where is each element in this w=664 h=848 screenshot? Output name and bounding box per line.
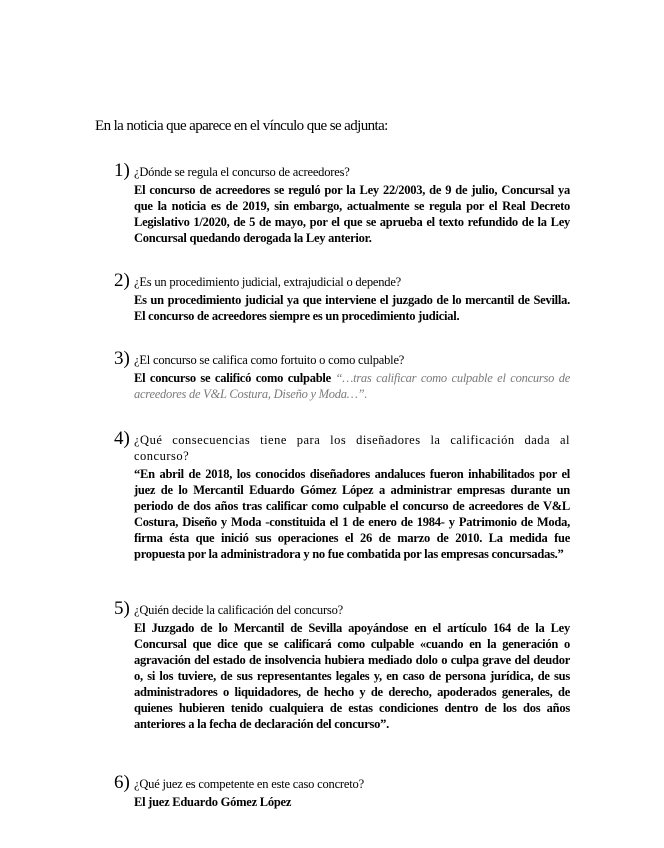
question-text: ¿El concurso se califica como fortuito o como culpable?: [134, 353, 405, 367]
answer-main: El concurso se calificó como culpable: [134, 371, 331, 385]
question-number: 1): [114, 160, 130, 181]
qa-item-1: [114, 160, 570, 246]
answer-text: “En abril de 2018, los conocidos diseñadores andaluces fueron inhabilitados por el juez de lo Mercantil Eduardo Gómez López a administrar empresas durante un periodo de dos años tras calificar como culpable el concurso de acreedores de V&L Costura, Diseño y Moda -constituida el 1 de enero de 1984- y Patrimonio de Moda, firma ésta que inició sus operaciones el 26 de marzo de 2010. La medida fue propuesta por la administradora y no fue combatida por las empresas concursadas.”: [134, 467, 570, 561]
qa-item-4: [114, 428, 570, 562]
qa-item-5: [114, 598, 570, 732]
answer-text: [134, 370, 570, 402]
answer-quote: “…tras calificar como culpable el concurso de acreedores de V&L Costura, Diseño y Moda…”.: [134, 371, 571, 401]
question-number: 6): [114, 772, 130, 793]
answer-text: Es un procedimiento judicial ya que interviene el juzgado de lo mercantil de Sevilla. El concurso de acreedores siempre es un procedimiento judicial.: [134, 293, 570, 323]
question-text: ¿Es un procedimiento judicial, extrajudicial o depende?: [134, 275, 402, 289]
qa-item-2: [114, 270, 570, 324]
answer-text: El Juzgado de lo Mercantil de Sevilla apoyándose en el artículo 164 de la Ley Concursal que dice que se calificará como culpable «cuando en la generación o agravación del estado de insolvencia hubiera mediado dolo o culpa grave del deudor o, si los tuviere, de sus representantes legales y, en caso de persona jurídica, de sus administradores o liquidadores, de hecho y de derecho, apoderados generales, de quienes hubieren tenido cualquiera de estas condiciones dentro de los dos años anteriores a la fecha de declaración del concurso”.: [134, 621, 570, 731]
answer-text: El concurso de acreedores se reguló por la Ley 22/2003, de 9 de julio, Concursal ya que la noticia es de 2019, sin embargo, actualmente se regula por el Real Decreto Legislativo 1/2020, de 5 de mayo, por el que se aprueba el texto refundido de la Ley Concursal quedando derogada la Ley anterior.: [134, 183, 570, 245]
answer-text: El juez Eduardo Gómez López: [134, 795, 292, 809]
qa-item-6: [114, 772, 570, 810]
question-number: 4): [114, 428, 130, 449]
question-number: 3): [114, 348, 130, 369]
question-text: ¿Dónde se regula el concurso de acreedores?: [134, 165, 350, 179]
intro-text: En la noticia que aparece en el vínculo que se adjunta:: [95, 118, 388, 134]
question-number: 5): [114, 598, 130, 619]
question-text: ¿Qué consecuencias tiene para los diseñadores la calificación dada al concurso?: [134, 433, 570, 463]
question-text: ¿Quién decide la calificación del concurso?: [134, 603, 343, 617]
question-number: 2): [114, 270, 130, 291]
question-text: ¿Qué juez es competente en este caso concreto?: [134, 777, 364, 791]
qa-item-3: [114, 348, 571, 402]
